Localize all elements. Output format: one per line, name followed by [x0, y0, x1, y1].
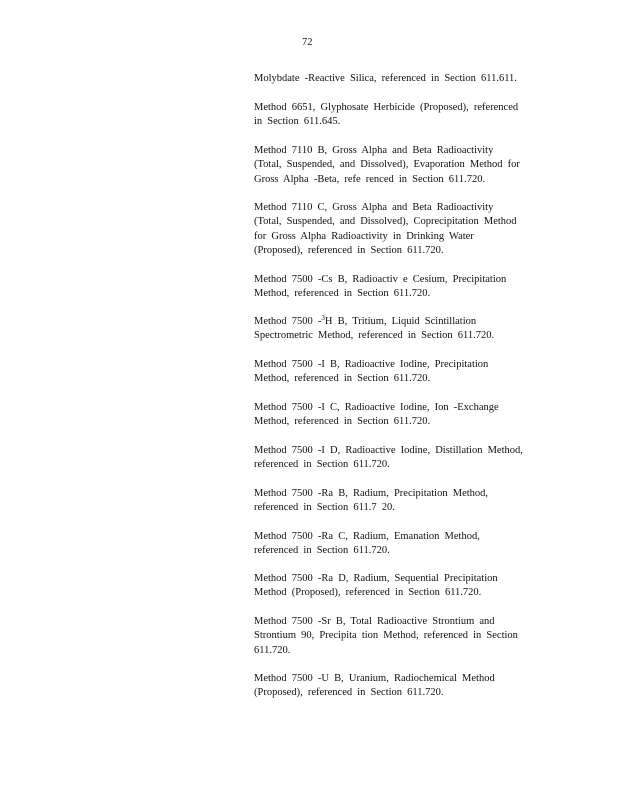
entry-line: Method 7500 -Ra D, Radium, Sequential Precipitation — [254, 573, 498, 584]
entry-line-prefix: Method 7500 - — [254, 316, 322, 327]
page-number: 72 — [302, 37, 313, 48]
reference-entry — [254, 72, 544, 86]
entry-line: for Gross Alpha Radioactivity in Drinking Water — [254, 230, 474, 242]
reference-entry — [254, 315, 544, 344]
entry-line: (Proposed), referenced in Section 611.720. — [254, 245, 444, 257]
entry-line: Method 7500 -Cs B, Radioactiv e Cesium, Precipitation — [254, 274, 507, 285]
entry-line: in Section 611.645. — [254, 116, 341, 128]
entry-line: Method 7110 B, Gross Alpha and Beta Radioactivity — [254, 145, 494, 156]
entry-line: Method 7110 C, Gross Alpha and Beta Radioactivity — [254, 202, 494, 213]
entry-line: Method, referenced in Section 611.720. — [254, 416, 431, 428]
entry-line: Method 6651, Glyphosate Herbicide (Proposed), referenced — [254, 102, 519, 113]
entry-line: referenced in Section 611.7 20. — [254, 502, 395, 514]
entry-line: Method 7500 -I C, Radioactive Iodine, Ion -Exchange — [254, 402, 499, 413]
entry-line: Spectrometric Method, referenced in Section 611.720. — [254, 330, 495, 342]
entry-line: Method 7500 -Ra C, Radium, Emanation Method, — [254, 531, 480, 542]
entry-line: Method 7500 -U B, Uranium, Radiochemical Method — [254, 673, 495, 684]
entry-line-suffix: H B, Tritium, Liquid Scintillation — [324, 316, 477, 327]
reference-entry — [254, 572, 544, 601]
reference-entry — [254, 672, 544, 701]
entry-line — [254, 315, 544, 329]
reference-entry — [254, 358, 544, 387]
entry-line: Strontium 90, Precipita tion Method, referenced in Section — [254, 630, 518, 642]
entry-line: Method, referenced in Section 611.720. — [254, 373, 431, 385]
entry-line: Molybdate -Reactive Silica, referenced in Section 611.611. — [254, 73, 517, 84]
entry-line: Method 7500 -Ra B, Radium, Precipitation Method, — [254, 488, 489, 499]
entry-line: 611.720. — [254, 644, 291, 656]
entry-line: (Total, Suspended, and Dissolved), Coprecipitation Method — [254, 216, 517, 228]
reference-entry — [254, 487, 544, 516]
reference-entry — [254, 201, 544, 259]
entry-line: referenced in Section 611.720. — [254, 545, 390, 557]
reference-entry — [254, 273, 544, 302]
tritium-superscript: 3 — [321, 314, 325, 322]
reference-entry — [254, 530, 544, 559]
entry-line: (Total, Suspended, and Dissolved), Evaporation Method for — [254, 159, 520, 171]
entry-line: referenced in Section 611.720. — [254, 459, 390, 471]
entry-line: Method, referenced in Section 611.720. — [254, 288, 431, 300]
reference-entry — [254, 401, 544, 430]
entry-line: Method (Proposed), referenced in Section 611.720. — [254, 587, 482, 599]
reference-entry — [254, 101, 544, 130]
reference-entry — [254, 144, 544, 187]
entry-line: Method 7500 -I B, Radioactive Iodine, Precipitation — [254, 359, 489, 370]
reference-entry — [254, 444, 544, 473]
entry-line: Gross Alpha -Beta, refe renced in Section 611.720. — [254, 173, 486, 185]
reference-entry — [254, 615, 544, 658]
entry-line: (Proposed), referenced in Section 611.720. — [254, 687, 444, 699]
entry-line: Method 7500 -I D, Radioactive Iodine, Distillation Method, — [254, 445, 523, 456]
entry-line: Method 7500 -Sr B, Total Radioactive Strontium and — [254, 616, 495, 627]
